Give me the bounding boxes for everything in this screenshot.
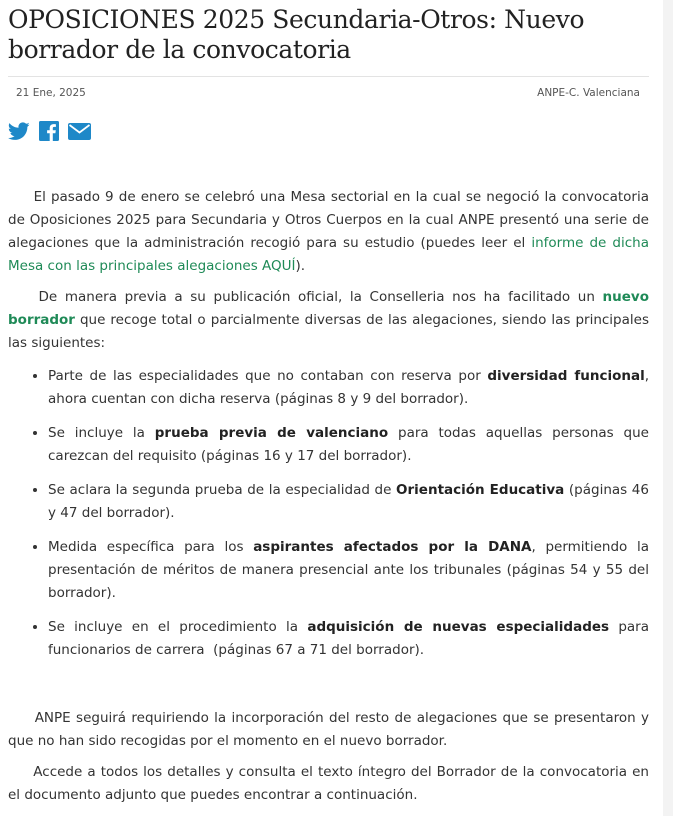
spacer bbox=[8, 673, 649, 707]
facebook-icon[interactable] bbox=[39, 121, 59, 141]
article-title: OPOSICIONES 2025 Secundaria-Otros: Nuevo borrador de la convocatoria bbox=[8, 5, 585, 64]
report-link[interactable]: informe de dicha Mesa con las principales alegaciones AQUÍ bbox=[8, 235, 650, 274]
scrollbar-track[interactable] bbox=[663, 0, 673, 816]
new-draft-link[interactable]: nuevo borrador bbox=[8, 289, 649, 328]
draft-paragraph: De manera previa a su publicación oficial, la Conselleria nos ha facilitado un nuevo borrador que recoge total o parcialmente diversas de las alegaciones, siendo las principales las siguientes: bbox=[8, 289, 649, 351]
intro-paragraph: El pasado 9 de enero se celebró una Mesa sectorial en la cual se negoció la convocatoria de Oposiciones 2025 para Secundaria y Otros Cuerpos en la cual ANPE presentó una serie de alegaciones que la administración recogió para su estudio (puedes leer el informe de dicha Mesa con las principales alegaciones AQUÍ). bbox=[8, 189, 650, 274]
share-bar bbox=[8, 120, 649, 142]
closing-paragraph: ANPE seguirá requiriendo la incorporación del resto de alegaciones que se presentaron y que no han sido recogidas por el momento en el nuevo borrador. bbox=[8, 710, 649, 749]
article bbox=[8, 0, 649, 815]
publish-date: 21 Ene, 2025 bbox=[16, 87, 86, 99]
list-item: • Se aclara la segunda prueba de la especialidad de Orientación Educativa (páginas 46 y 47 del borrador). bbox=[48, 479, 649, 525]
article-body bbox=[8, 186, 649, 807]
article-meta bbox=[8, 76, 649, 101]
changes-list bbox=[8, 365, 649, 662]
list-item: • Se incluye la prueba previa de valenciano para todas aquellas personas que carezcan del requisito (páginas 16 y 17 del borrador). bbox=[48, 422, 649, 468]
attachment-paragraph: Accede a todos los detalles y consulta el texto íntegro del Borrador de la convocatoria en el documento adjunto que puedes encontrar a continuación. bbox=[8, 764, 649, 803]
twitter-icon[interactable] bbox=[8, 122, 30, 141]
list-item: • Se incluye en el procedimiento la adquisición de nuevas especialidades para funcionarios de carrera (páginas 67 a 71 del borrador). bbox=[48, 616, 649, 662]
author-name: ANPE-C. Valenciana bbox=[537, 87, 640, 99]
email-icon[interactable] bbox=[68, 123, 91, 140]
list-item: • Parte de las especialidades que no contaban con reserva por diversidad funcional, ahora cuentan con dicha reserva (páginas 8 y 9 del borrador). bbox=[48, 365, 649, 411]
list-item: • Medida específica para los aspirantes afectados por la DANA, permitiendo la presentación de méritos de manera presencial ante los tribunales (páginas 54 y 55 del borrador). bbox=[48, 536, 649, 605]
